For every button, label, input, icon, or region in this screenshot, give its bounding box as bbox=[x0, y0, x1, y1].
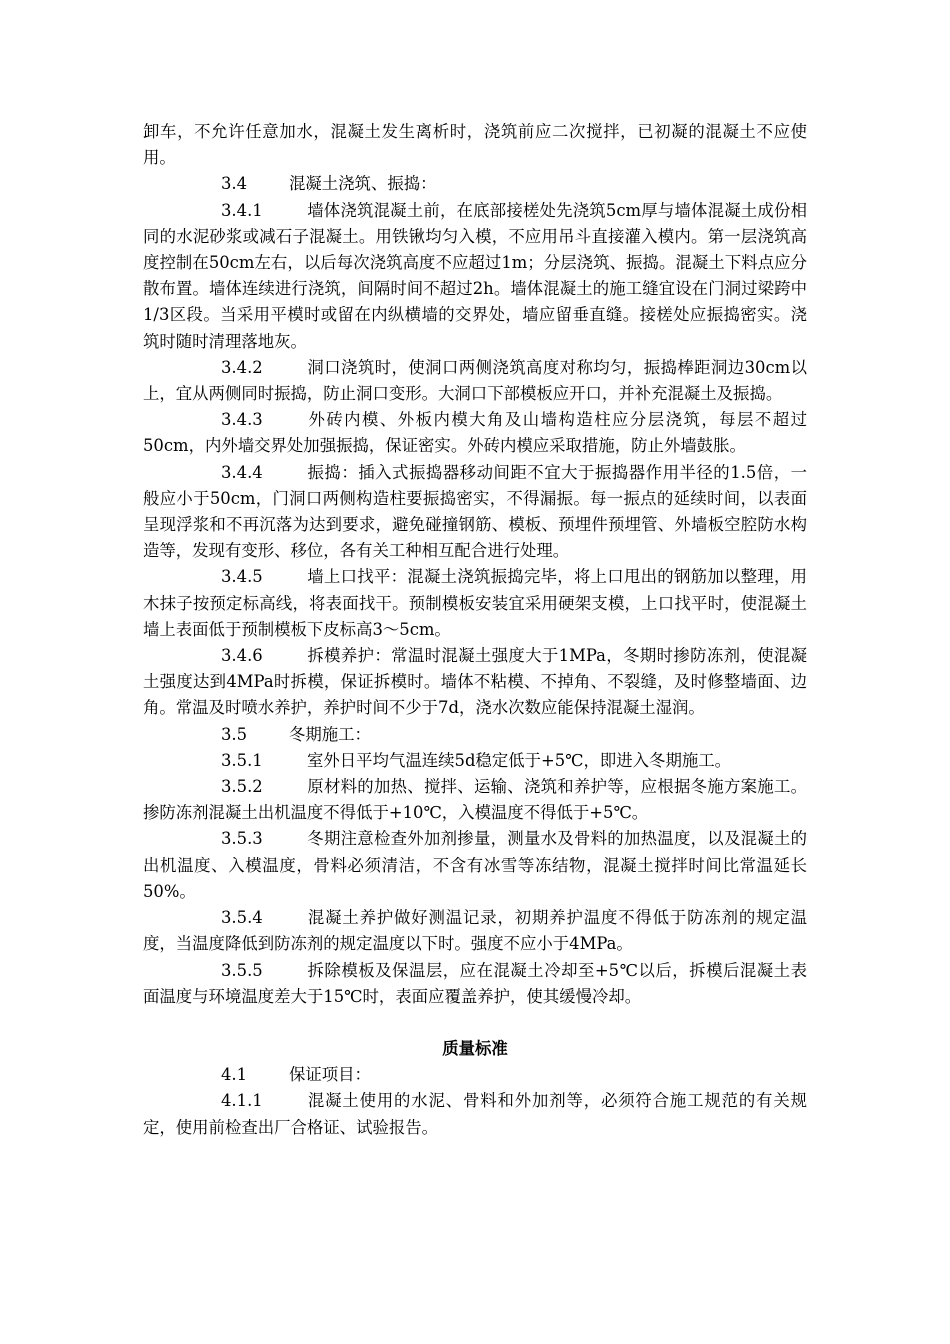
clause-number: 3.4.5 bbox=[221, 567, 263, 587]
clause-3-5-5 bbox=[143, 958, 807, 1010]
clause-number: 3.4.6 bbox=[221, 646, 263, 666]
clause-text: 混凝土养护做好测温记录，初期养护温度不得低于防冻剂的规定温度，当温度降低到防冻剂的规定温度以下时。强度不应小于4MPa。 bbox=[143, 908, 807, 954]
clause-3-5-3 bbox=[143, 826, 807, 905]
section-title: 混凝土浇筑、振捣： bbox=[289, 174, 437, 194]
clause-3-4-2 bbox=[143, 355, 807, 407]
clause-number: 3.4.1 bbox=[221, 200, 263, 220]
clause-text: 墙上口找平：混凝土浇筑振捣完毕，将上口甩出的钢筋加以整理，用木抹子按预定标高线，将表面找干。预制模板安装宜采用硬架支模，上口找平时，使混凝土墙上表面低于预制模板下皮标高3～5cm。 bbox=[143, 567, 807, 639]
clause-3-4-4 bbox=[143, 460, 807, 565]
clause-text: 拆除模板及保温层，应在混凝土冷却至+5℃以后，拆模后混凝土表面温度与环境温度差大于15℃时，表面应覆盖养护，使其缓慢冷却。 bbox=[143, 960, 807, 1006]
clause-3-4-1 bbox=[143, 198, 807, 355]
clause-number: 3.4.4 bbox=[221, 462, 263, 482]
clause-3-4-3 bbox=[143, 407, 807, 459]
section-3-5-heading bbox=[143, 722, 807, 748]
clause-number: 3.5.5 bbox=[221, 960, 263, 980]
clause-text: 混凝土使用的水泥、骨料和外加剂等，必须符合施工规范的有关规定，使用前检查出厂合格证、试验报告。 bbox=[143, 1091, 807, 1137]
clause-3-5-4 bbox=[143, 905, 807, 957]
clause-number: 4.1.1 bbox=[221, 1091, 263, 1111]
clause-3-5-2 bbox=[143, 774, 807, 826]
clause-text: 洞口浇筑时，使洞口两侧浇筑高度对称均匀，振捣棒距洞边30cm以上，宜从两侧同时振捣，防止洞口变形。大洞口下部模板应开口，并补充混凝土及振捣。 bbox=[143, 357, 807, 404]
clause-text: 拆模养护：常温时混凝土强度大于1MPa，冬期时掺防冻剂，使混凝土强度达到4MPa时拆模，保证拆模时。墙体不粘模、不掉角、不裂缝，及时修整墙面、边角。常温及时喷水养护，养护时间不少于7d，浇水次数应能保持混凝土湿润。 bbox=[143, 646, 807, 718]
intro-paragraph: 卸车，不允许任意加水，混凝土发生离析时，浇筑前应二次搅拌，已初凝的混凝土不应使用。 bbox=[143, 122, 807, 168]
section-3-4-heading bbox=[143, 171, 807, 197]
quality-standard-title: 质量标准 bbox=[442, 1038, 508, 1058]
clause-text: 原材料的加热、搅拌、运输、浇筑和养护等，应根据冬施方案施工。掺防冻剂混凝土出机温度不得低于+10℃，入模温度不得低于+5℃。 bbox=[143, 777, 807, 823]
clause-text: 墙体浇筑混凝土前，在底部接槎处先浇筑5cm厚与墙体混凝土成份相同的水泥砂浆或减石子混凝土。用铁锹均匀入模，不应用吊斗直接灌入模内。第一层浇筑高度控制在50cm左右，以后每次浇筑高度不应超过1m；分层浇筑、振捣。混凝土下料点应分散布置。墙体连续进行浇筑，间隔时间不超过2h。墙体混凝土的施工缝宜设在门洞过梁跨中1/3区段。当采用平模时或留在内纵横墙的交界处，墙应留垂直缝。接槎处应振捣密实。浇筑时随时清理落地灰。 bbox=[143, 200, 807, 351]
section-number: 4.1 bbox=[221, 1065, 248, 1085]
clause-number: 3.5.2 bbox=[221, 777, 263, 797]
clause-3-4-6 bbox=[143, 643, 807, 722]
section-number: 3.5 bbox=[221, 724, 248, 744]
clause-3-5-1 bbox=[143, 748, 807, 774]
clause-text: 室外日平均气温连续5d稳定低于+5℃，即进入冬期施工。 bbox=[307, 750, 732, 770]
clause-4-1-1 bbox=[143, 1088, 807, 1140]
document-page bbox=[143, 119, 807, 1141]
clause-number: 3.5.1 bbox=[221, 750, 263, 770]
clause-text: 振捣：插入式振捣器移动间距不宜大于振捣器作用半径的1.5倍，一般应小于50cm，门洞口两侧构造柱要振捣密实，不得漏振。每一振点的延续时间，以表面呈现浮浆和不再沉落为达到要求，避免碰撞钢筋、模板、预埋件预埋管、外墙板空腔防水构造等，发现有变形、移位，各有关工种相互配合进行处理。 bbox=[143, 462, 807, 561]
clause-text: 外砖内模、外板内模大角及山墙构造柱应分层浇筑，每层不超过50cm，内外墙交界处加强振捣，保证密实。外砖内模应采取措施，防止外墙鼓胀。 bbox=[143, 410, 807, 456]
clause-number: 3.4.3 bbox=[221, 410, 263, 430]
section-number: 3.4 bbox=[221, 174, 248, 194]
clause-number: 3.5.4 bbox=[221, 908, 263, 928]
section-title: 保证项目： bbox=[289, 1065, 371, 1085]
clause-number: 3.4.2 bbox=[221, 357, 263, 377]
section-4-1-heading bbox=[143, 1062, 807, 1088]
section-title: 冬期施工： bbox=[289, 724, 371, 744]
clause-text: 冬期注意检查外加剂掺量，测量水及骨料的加热温度，以及混凝土的出机温度、入模温度，骨料必须清洁，不含有冰雪等冻结物，混凝土搅拌时间比常温延长50%。 bbox=[143, 829, 807, 901]
clause-number: 3.5.3 bbox=[221, 829, 263, 849]
clause-3-4-5 bbox=[143, 564, 807, 643]
